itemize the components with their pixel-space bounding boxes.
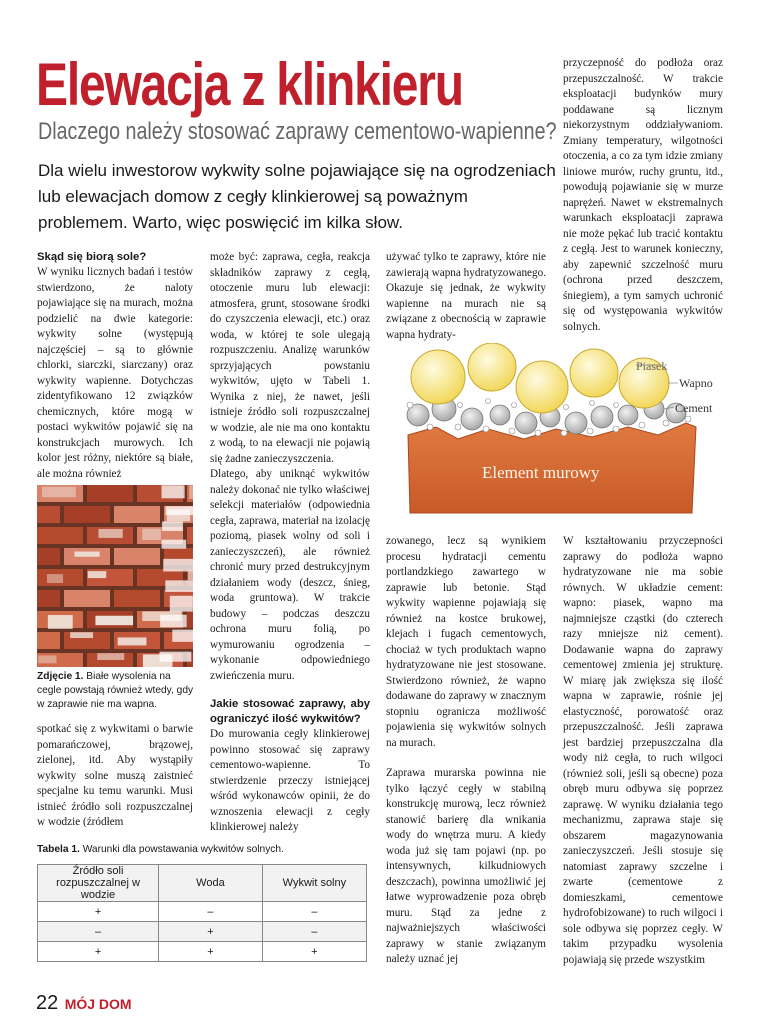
column-4-bottom bbox=[563, 534, 723, 968]
column-4-top bbox=[563, 56, 723, 335]
body-paragraph: Dlatego, aby uniknąć wykwitów należy dokonać nie tylko właściwej selekcji materiałów (odpowiednia cegła, zaprawa, materiał na izolację poziomą, piasek wolny od soli i zanieczyszczeń), ale również chronić mury przed destrukcyjnym działaniem wody (deszcz, śnieg, woda gruntowa). W trakcie budowy – podczas deszczu ochrona muru folią, po wymurowaniu ogrodzenia – wykonanie odpowiedniego zwieńczenia muru. bbox=[210, 468, 370, 682]
column-3-top bbox=[386, 250, 546, 343]
body-paragraph: może być: zaprawa, cegła, reakcja składników zaprawy z cegłą, otoczenie muru lub elewacji: atmosfera, grunt, stosowane środki do czyszczenia elewacji, etc.) oraz woda, w której te sole ulegają rozpuszczeniu. Analizę warunków sprzyjających powstaniu wykwitów, ujęto w Tabeli 1. Wynika z niej, że nawet, jeśli istnieje źródło soli rozpuszczalnej w wodzie, ale nie ma ono kontaktu z wodą, to na elewacji nie pojawią się żadne zanieczyszczenia. bbox=[210, 251, 370, 465]
label-sand: Piasek bbox=[636, 359, 668, 373]
table-row bbox=[38, 922, 367, 942]
table-header-row bbox=[38, 865, 367, 902]
page-subtitle: Dlaczego należy stosować zaprawy cementowo-wapienne? bbox=[38, 118, 557, 145]
column-3-bottom bbox=[386, 534, 546, 968]
column-1-bottom bbox=[37, 722, 193, 831]
body-paragraph: przyczepność do podłoża oraz przepuszczalność. W trakcie eksploatacji budynków mury poddawane są licznym niekorzystnym oddziaływaniom. Zmiany temperatury, wilgotności otoczenia, a co za tym idzie zmiany liniowe murów, ruchy gruntu, itd., powodują pojawianie się w murze naprężeń. Nawet w ekstremalnych warunkach eksploatacji zaprawa nie może pękać lub tracić kontaktu z cegłą. Jest to warunek konieczny, aby zapewnić szczelność muru (ochrona przed deszczem, śniegiem), a tym samych uchronić się od występowania wykwitów solnych. bbox=[563, 57, 723, 333]
table-caption bbox=[37, 843, 377, 857]
brick-wall-photo bbox=[37, 485, 193, 667]
table-caption-text: Warunki dla powstawania wykwitów solnych. bbox=[82, 844, 284, 855]
table-cell: + bbox=[262, 942, 366, 962]
table-row bbox=[38, 902, 367, 922]
photo-caption-label: Zdjęcie 1. bbox=[37, 671, 84, 682]
section-heading-mortars: Jakie stosować zaprawy, aby ograniczyć ilość wykwitów? bbox=[210, 698, 370, 725]
table-caption-label: Tabela 1. bbox=[37, 844, 80, 855]
body-paragraph: W wyniku licznych badań i testów stwierdzono, że naloty pojawiające się na murach, można podzielić na dwie kategorie: wykwity solne (występują najczęściej – są to głównie chlorki, siarczki, siarczany) oraz wykwity wapienne. Dotychczas zidentyfikowano 12 związków chemicznych, które mogą w postaci wykwitów pojawić się na konstrukcjach murowych. Ich kolor jest różny, niektóre są białe, ale można również bbox=[37, 266, 193, 480]
table-cell: – bbox=[262, 902, 366, 922]
magazine-name: MÓJ DOM bbox=[64, 996, 132, 1012]
photo-caption-text: Białe wysolenia na cegle powstają również wtedy, gdy w zaprawie nie ma wapna. bbox=[37, 671, 194, 710]
table-header-cell: Wykwit solny bbox=[262, 865, 366, 902]
label-masonry-element: Element murowy bbox=[482, 463, 600, 482]
table-cell: – bbox=[38, 922, 159, 942]
section-heading-sources: Skąd się biorą sole? bbox=[37, 251, 147, 263]
page-footer bbox=[36, 992, 132, 1015]
table-cell: – bbox=[262, 922, 366, 942]
body-paragraph: W kształtowaniu przyczepności zaprawy do podłoża wapno hydratyzowane nie ma sobie równych. W układzie cement: wapno: piasek, wapno ma najmniejsze cząstki (do czterech razy mniejsze niż cement). Dodawanie wapna do zaprawy cementowej zmienia jej strukturę. W miarę jak zwiększa się ilość wapna w zaprawie, rośnie jej elastyczność, porowatość oraz przepuszczalność. Jeśli zaprawa jest bardziej przepuszczalna dla wody niż cegła, to ruch wilgoci (również soli, jeśli są obecne) poza obręb muru odbywa się poprzez zaprawę. W wyniku działania tego mechanizmu, zaprawa staje się obszarem magazynowania zanieczyszczeń. Jeśli stosuje się natomiast zaprawy szczelne i zwarte (cementowe z domieszkami, cementowe hydrofobizowane) to ruch wilgoci i sole odbywa się poprzez cegły. W takim przypadku wysolenia pojawiają się przede wszystkim bbox=[563, 535, 723, 966]
table-cell: + bbox=[159, 922, 263, 942]
table-header-cell: Źródło soli rozpuszczalnej w wodzie bbox=[38, 865, 159, 902]
table-cell: + bbox=[38, 902, 159, 922]
table-cell: + bbox=[159, 942, 263, 962]
column-1-top bbox=[37, 250, 193, 482]
column-2 bbox=[210, 250, 370, 836]
photo-caption bbox=[37, 670, 197, 712]
page-number: 22 bbox=[36, 992, 59, 1014]
table-cell: + bbox=[38, 942, 159, 962]
body-paragraph: Zaprawa murarska powinna nie tylko łączyć cegły w stabilną konstrukcję murową, lecz również stanowić barierę dla wnikania wody do wnętrza muru. A kiedy woda już się tam pojawi (np. po intensywnych, kilkudniowych deszczach), powinna umożliwić jej łatwe wyprowadzenie poza obręb muru. Stąd za jedne z najważniejszych właściwości zaprawy w stanie związanym należy uznać jej bbox=[386, 767, 546, 965]
table-cell: – bbox=[159, 902, 263, 922]
body-paragraph: spotkać się z wykwitami o barwie pomarańczowej, brązowej, zielonej, itd. Aby wystąpiły wykwity solne muszą zaistnieć specjalne ku temu warunki. Musi istnieć źródło soli rozpuszczalnej w wodzie (źródłem bbox=[37, 723, 193, 828]
body-paragraph: używać tylko te zaprawy, które nie zawierają wapna hydratyzowanego. Okazuje się jednak, że wykwity wapienne na murach nie są związane z obecnością w zaprawie wapna hydraty- bbox=[386, 251, 546, 341]
page-title: Elewacja z klinkieru bbox=[36, 51, 463, 118]
lead-paragraph: Dla wielu inwestorow wykwity solne pojawiające się na ogrodzeniach lub elewacjach domow z cegły klinkierowej są poważnym problemem. Warto, więc poswięcić im kilka słow. bbox=[38, 161, 556, 232]
mortar-structure-diagram bbox=[396, 343, 736, 523]
body-paragraph: zowanego, lecz są wynikiem procesu hydratacji cementu portlandzkiego zawartego w zaprawie lub betonie. Stąd wykwity wapienne pojawiają się również na kostce brukowej, klejach i fugach cementowych, chociaż w tych produktach wapno hydratyzowane nie jest stosowane. Stwierdzono również, że wapno dodawane do zaprawy w znacznym stopniu ogranicza możliwość pojawienia się wykwitów solnych na murach. bbox=[386, 535, 546, 749]
table-header-cell: Woda bbox=[159, 865, 263, 902]
table-row bbox=[38, 942, 367, 962]
body-paragraph: Do murowania cegły klinkierowej powinno stosować się zaprawy cementowo-wapienne. To stwierdzenie przeczy istniejącej wśród wykonawców opinii, że do wznoszenia elewacji z cegły klinkierowej należy bbox=[210, 728, 370, 833]
label-lime: Wapno bbox=[679, 376, 713, 390]
label-cement: Cement bbox=[675, 401, 713, 415]
conditions-table bbox=[37, 864, 367, 962]
